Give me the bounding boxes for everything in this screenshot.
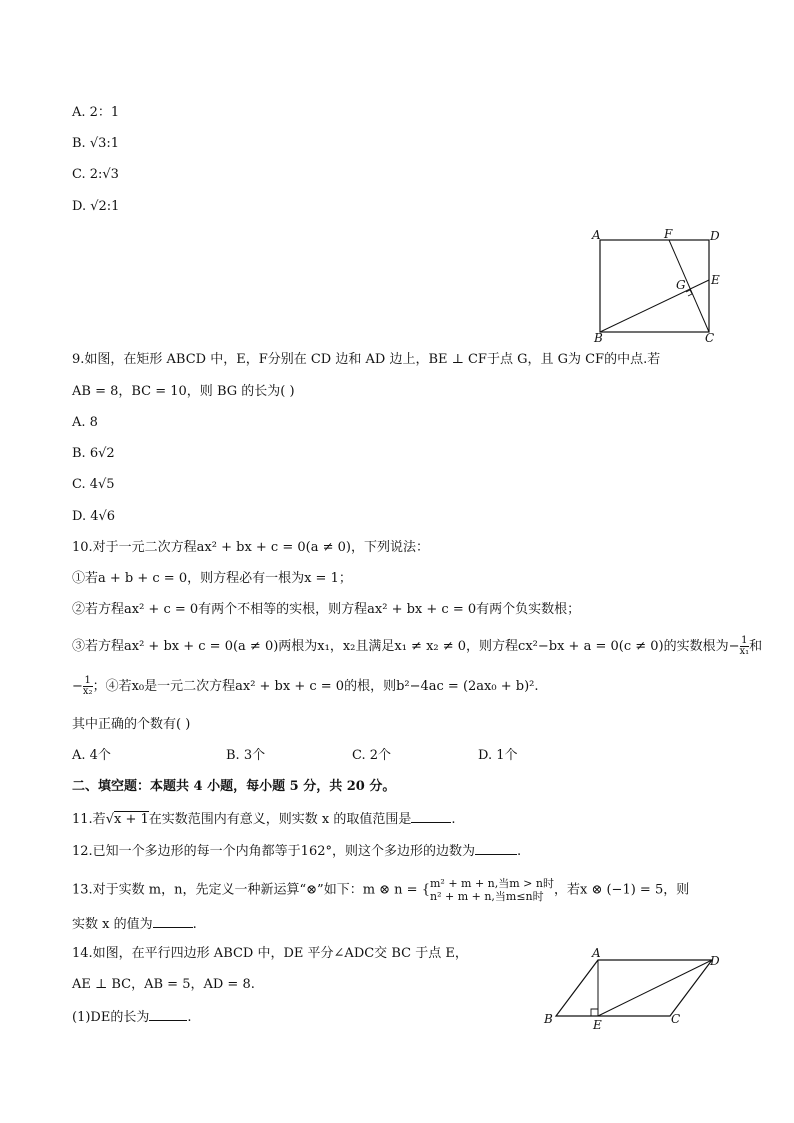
label-d: D (710, 229, 720, 243)
q10-fraction-1 (740, 636, 750, 657)
section-2-heading: 二、填空题：本题共 4 小题，每小题 5 分，共 20 分。 (72, 779, 396, 794)
q13-line2-text: 实数 x 的值为 (72, 917, 153, 932)
q10-stem: 10.对于一元二次方程ax² + bx + c = 0(a ≠ 0)，下列说法： (72, 540, 429, 555)
q9-stem-line1: 9.如图，在矩形 ABCD 中，E，F分别在 CD 边和 AD 边上，BE ⊥ CF于点 G，且 G为 CF的中点.若 (72, 352, 661, 367)
label-a: A (592, 946, 601, 960)
q13-pre: 13.对于实数 m，n，先定义一种新运算“⊗”如下：m ⊗ n = { (72, 882, 430, 898)
q13-post: ，若x ⊗ (−1) = 5，则 (553, 882, 690, 898)
q10-statement-3-tail: 和 (749, 639, 763, 654)
q13-case-1: m² + m + n,当m > n时 (429, 877, 554, 890)
q12 (72, 841, 521, 861)
label-g: G (676, 278, 686, 292)
label-e: E (593, 1018, 602, 1032)
frac-numerator: 1 (741, 635, 748, 646)
frac-numerator: 1 (84, 675, 91, 686)
q13-line1 (72, 877, 689, 903)
q10-options (72, 747, 518, 765)
q10-option-d: D. 1个 (478, 748, 518, 763)
q11-radicand: x + 1 (113, 812, 149, 827)
q10-statement-4: − $\frac{1}{\text{x₂}}$ ；④若x₀是一元二次方程ax² + bx + c = 0的根，则b²−4ac = (2ax₀ + b)². (72, 675, 539, 697)
segment-fc (669, 240, 709, 332)
q10-option-b: B. 3个 (226, 748, 266, 763)
q13-line2 (72, 914, 197, 934)
q14-stem-line2: AE ⊥ BC，AB = 5，AD = 8. (72, 977, 255, 992)
q9-option-d: D. 4√6 (72, 509, 116, 524)
q8-option-c: C. 2:√3 (72, 167, 119, 182)
label-c: C (705, 331, 715, 344)
q14-end: . (187, 1010, 192, 1025)
q13-end: . (192, 917, 197, 932)
q10-option-a: A. 4个 (72, 748, 111, 763)
q13-cases (430, 877, 554, 903)
segment-de (598, 960, 712, 1016)
rectangle-abcd (600, 240, 709, 332)
q9-stem-line2: AB = 8，BC = 10，则 BG 的长为( ) (72, 384, 295, 399)
q8-option-d: D. √2:1 (72, 199, 120, 214)
q14-part1-text: (1)DE的长为 (72, 1010, 150, 1025)
q12-text: 12.已知一个多边形的每一个内角都等于162°，则这个多边形的边数为 (72, 844, 475, 859)
parallelogram-abcd (556, 960, 712, 1016)
q11-end: . (451, 812, 456, 827)
frac-denominator: x₂ (82, 686, 93, 697)
label-a: A (592, 228, 601, 242)
q10-statement-4-text: ；④若x₀是一元二次方程ax² + bx + c = 0的根，则b²−4ac = (2ax₀ + b)². (92, 679, 539, 694)
q12-answer-blank[interactable] (475, 841, 517, 855)
q10-fraction-2 (83, 676, 93, 697)
q11-pre: 11.若 (72, 812, 106, 827)
q9-option-c: C. 4√5 (72, 477, 115, 492)
q10-statement-1: ①若a + b + c = 0，则方程必有一根为x = 1； (72, 571, 352, 586)
label-b: B (594, 331, 603, 344)
right-angle-mark (591, 1009, 598, 1016)
q14-parallelogram-figure (540, 946, 730, 1032)
q11 (72, 809, 456, 829)
q9-rectangle-figure (588, 226, 728, 344)
q14-stem-line1: 14.如图，在平行四边形 ABCD 中，DE 平分∠ADC交 BC 于点 E， (72, 946, 468, 961)
q11-post: 在实数范围内有意义，则实数 x 的取值范围是 (148, 812, 412, 827)
label-c: C (671, 1012, 681, 1026)
q14-part1 (72, 1007, 191, 1027)
q10-statement-3-text: ③若方程ax² + bx + c = 0(a ≠ 0)两根为x₁，x₂且满足x₁ ≠ x₂ ≠ 0，则方程cx²−bx + a = 0(c ≠ 0)的实数根为− (72, 639, 740, 654)
q12-end: . (517, 844, 522, 859)
q9-option-a: A. 8 (72, 415, 98, 430)
label-d: D (710, 954, 720, 968)
q13-case-2: n² + m + n,当m≤n时 (429, 890, 544, 903)
q9-option-b: B. 6√2 (72, 446, 115, 461)
q10-statement-2: ②若方程ax² + c = 0有两个不相等的实根，则方程ax² + bx + c = 0有两个负实数根； (72, 602, 581, 617)
q14-answer-blank[interactable] (149, 1007, 187, 1021)
q11-answer-blank[interactable] (411, 809, 451, 823)
q10-question: 其中正确的个数有( ) (72, 717, 191, 732)
label-f: F (664, 227, 673, 241)
q8-option-a: A. 2：1 (72, 105, 120, 120)
segment-be (600, 280, 709, 332)
q10-statement-3 (72, 636, 762, 657)
sqrt-sign: √ (105, 812, 114, 827)
label-b: B (544, 1012, 553, 1026)
q10-option-c: C. 2个 (352, 748, 392, 763)
q13-answer-blank[interactable] (153, 914, 193, 928)
frac-denominator: x₁ (739, 646, 750, 657)
q8-option-b: B. √3:1 (72, 136, 120, 151)
label-e: E (711, 273, 720, 287)
